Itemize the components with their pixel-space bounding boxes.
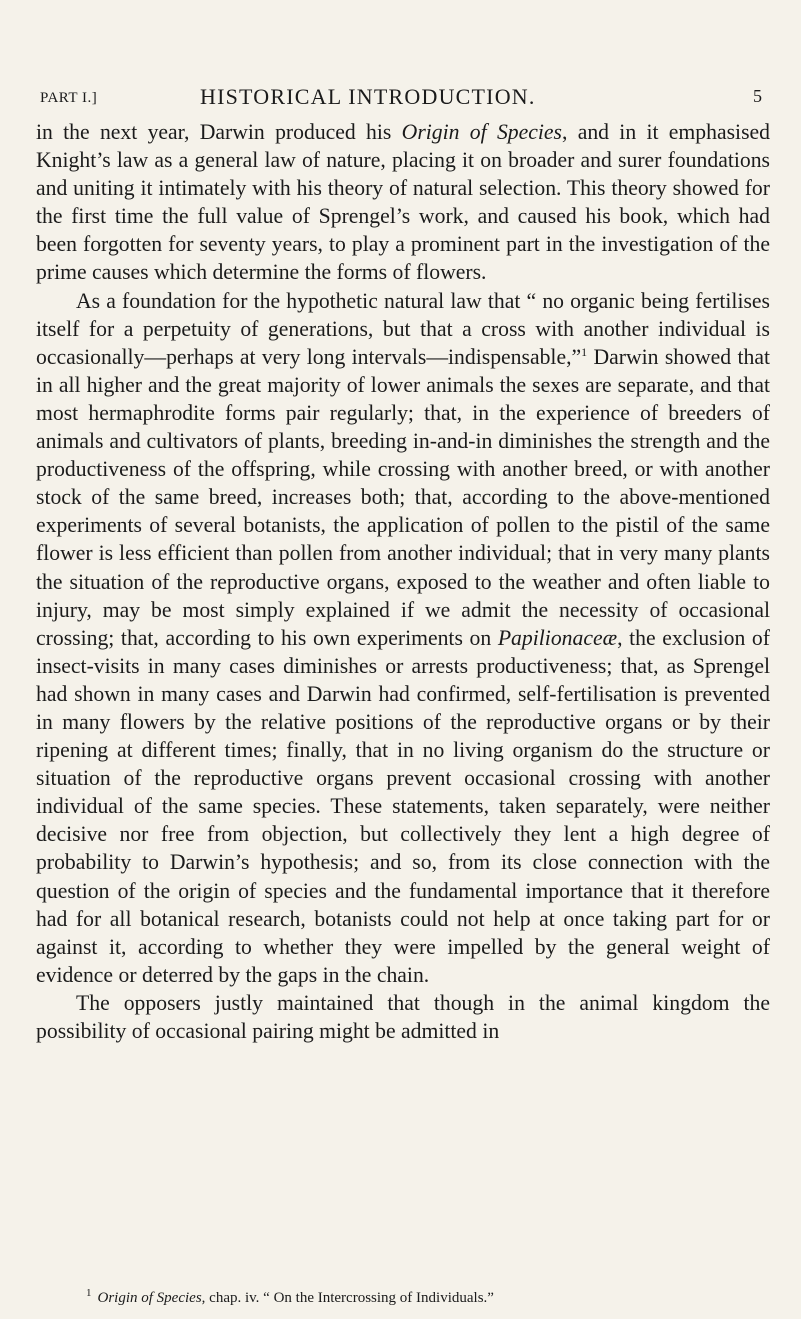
paragraph-1-text-b: , and in it emphasised Knight’s law as a general law of nature, placing it on broader and surer foundations and uniting it intimately with his theory of natural selection. This theory showed for the first time the full value of Sprengel’s work, and caused his book, which had been forgotten for seventy years, to play a prominent part in the investigation of the prime causes which determine the forms of flowers. [36, 120, 770, 285]
page-number: 5 [753, 86, 762, 106]
book-title-origin-of-species: Origin of Species [401, 120, 562, 144]
paragraph-2-text-a: As a foundation for the hypothetic natural law that “ no organic being fertilises itself for a perpetuity of generations, but that a cross with another individual is occasionally—perhaps at very long intervals—indispensable,” [36, 288, 770, 369]
paragraph-1-text-a: in the next year, Darwin produced his [36, 120, 402, 144]
paragraph-1 [36, 118, 770, 287]
running-head [40, 84, 760, 110]
paragraph-3-text-a: The opposers justly maintained that though in the animal kingdom the possibility of occasional pairing might be admitted in [36, 990, 770, 1043]
footnote-mark: 1 [86, 1287, 92, 1299]
paragraph-2 [36, 287, 770, 989]
paragraph-2-text-b: Darwin showed that in all higher and the great majority of lower animals the sexes are separate, and that most hermaphrodite forms pair regularly; that, in the experience of breeders of animals and cultivators of plants, breeding in-and-in diminishes the strength and the productiveness of the offspring, while crossing with another breed, or with another stock of the same breed, increases both; that, according to the above-mentioned experiments of several botanists, the application of pollen to the pistil of the same flower is less efficient than pollen from another individual; that in very many plants the situation of the reproductive organs, exposed to the weather and often liable to injury, may be most simply explained if we admit the necessity of occasional crossing; that, according to his own experiments on [36, 344, 770, 650]
footnote-reference[interactable]: 1 [581, 344, 588, 359]
paragraph-2-text-c: , the exclusion of insect-visits in many cases diminishes or arrests productiveness; that, as Sprengel had shown in many cases and Darwin had confirmed, self-fertilisation is prevented in many flowers by the relative positions of the reproductive organs or by their ripening at different times; finally, that in no living organism do the structure or situation of the reproductive organs prevent occasional crossing with another individual of the same species. These statements, taken separately, were neither decisive nor free from objection, but collectively they lent a high degree of probability to Darwin’s hypothesis; and so, from its close connection with the question of the origin of species and the fundamental importance that it therefore had for all botanical research, botanists could not help at once taking part for or against it, according to whether they were impelled by the general weight of evidence or deterred by the gaps in the chain. [36, 625, 770, 987]
running-title: HISTORICAL INTRODUCTION. [200, 84, 536, 109]
footnote-source-title: Origin of Species [97, 1290, 202, 1306]
taxon-papilionaceae: Papilionaceæ [497, 625, 618, 650]
paragraph-3 [36, 989, 770, 1045]
part-label: PART I.] [40, 90, 98, 106]
footnote [86, 1284, 766, 1307]
footnote-text: , chap. iv. “ On the Intercrossing of Individuals.” [201, 1290, 494, 1306]
body-text [36, 118, 770, 1045]
